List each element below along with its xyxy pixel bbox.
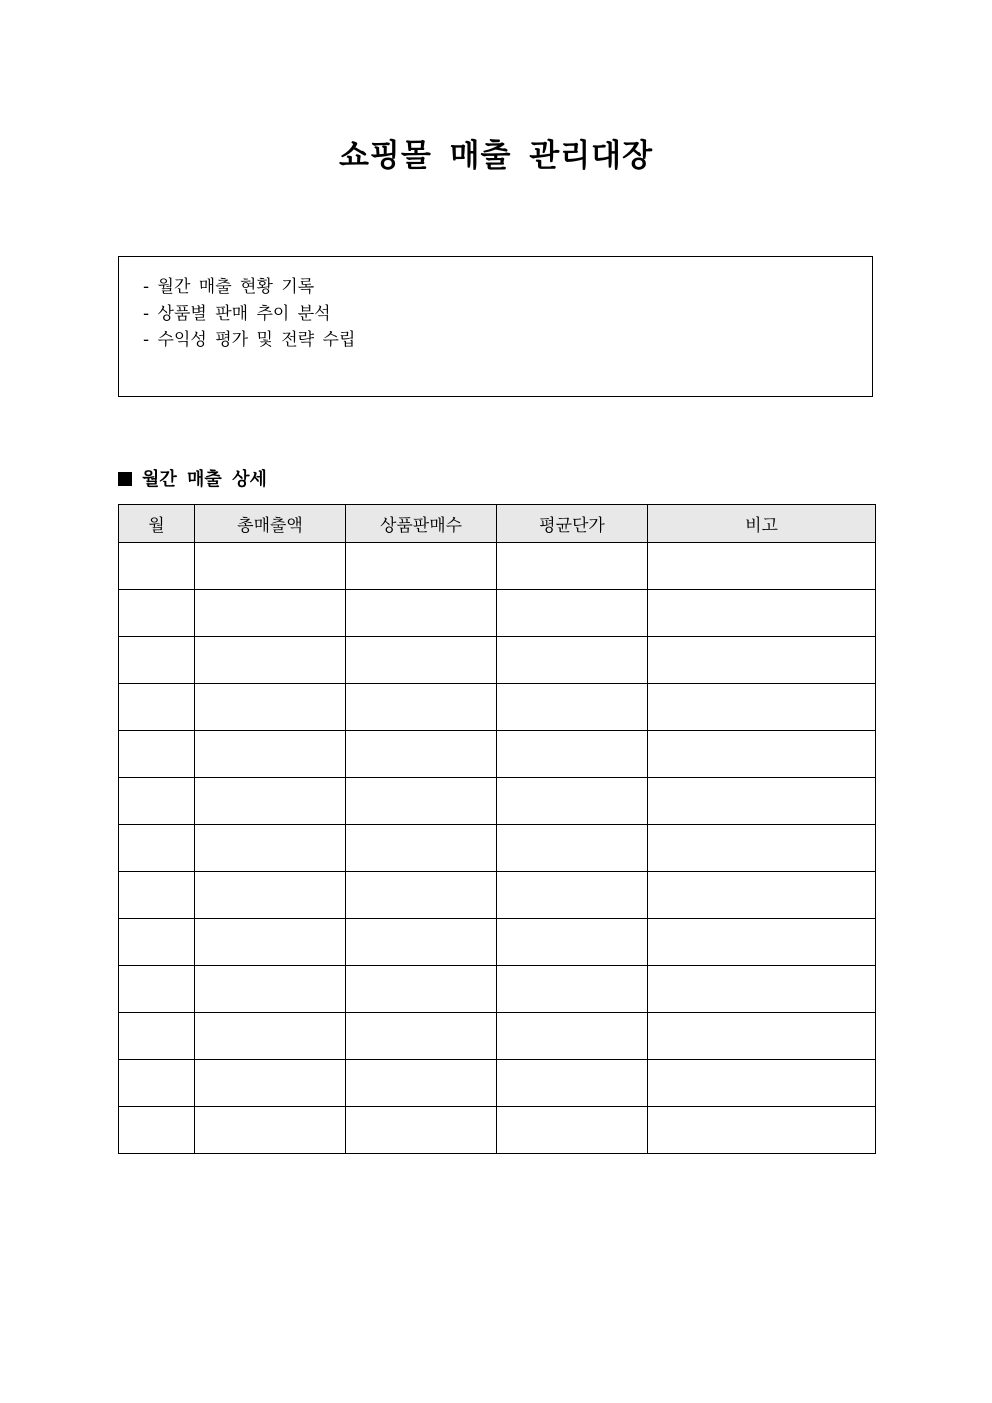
cell-remarks[interactable]	[648, 825, 876, 872]
cell-units-sold[interactable]	[346, 1013, 497, 1060]
cell-total-sales[interactable]	[195, 590, 346, 637]
summary-line: - 수익성 평가 및 전략 수립	[143, 330, 356, 350]
square-bullet-icon	[118, 472, 132, 486]
column-header-remarks: 비고	[648, 505, 876, 543]
table-row	[119, 637, 876, 684]
cell-month[interactable]	[119, 825, 195, 872]
cell-average-price[interactable]	[497, 919, 648, 966]
table-row	[119, 1060, 876, 1107]
cell-remarks[interactable]	[648, 731, 876, 778]
cell-total-sales[interactable]	[195, 1107, 346, 1154]
cell-average-price[interactable]	[497, 778, 648, 825]
cell-remarks[interactable]	[648, 637, 876, 684]
cell-remarks[interactable]	[648, 778, 876, 825]
cell-remarks[interactable]	[648, 590, 876, 637]
table-row	[119, 1107, 876, 1154]
cell-average-price[interactable]	[497, 684, 648, 731]
column-header-average-price: 평균단가	[497, 505, 648, 543]
cell-month[interactable]	[119, 1013, 195, 1060]
table-row	[119, 684, 876, 731]
cell-month[interactable]	[119, 637, 195, 684]
cell-total-sales[interactable]	[195, 731, 346, 778]
cell-total-sales[interactable]	[195, 825, 346, 872]
cell-units-sold[interactable]	[346, 637, 497, 684]
cell-remarks[interactable]	[648, 543, 876, 590]
cell-average-price[interactable]	[497, 966, 648, 1013]
table-row	[119, 590, 876, 637]
table-row	[119, 1013, 876, 1060]
cell-total-sales[interactable]	[195, 966, 346, 1013]
cell-units-sold[interactable]	[346, 731, 497, 778]
cell-month[interactable]	[119, 966, 195, 1013]
cell-average-price[interactable]	[497, 872, 648, 919]
cell-average-price[interactable]	[497, 543, 648, 590]
page-title: 쇼핑몰 매출 관리대장	[338, 138, 654, 174]
cell-remarks[interactable]	[648, 1060, 876, 1107]
table-row	[119, 872, 876, 919]
cell-units-sold[interactable]	[346, 1060, 497, 1107]
summary-box	[118, 256, 873, 397]
cell-month[interactable]	[119, 684, 195, 731]
cell-month[interactable]	[119, 590, 195, 637]
cell-remarks[interactable]	[648, 1107, 876, 1154]
section-heading	[118, 466, 267, 494]
monthly-sales-table	[118, 504, 876, 1154]
table-row	[119, 731, 876, 778]
cell-month[interactable]	[119, 919, 195, 966]
cell-remarks[interactable]	[648, 684, 876, 731]
table-row	[119, 919, 876, 966]
cell-average-price[interactable]	[497, 825, 648, 872]
cell-average-price[interactable]	[497, 731, 648, 778]
cell-remarks[interactable]	[648, 966, 876, 1013]
cell-month[interactable]	[119, 543, 195, 590]
cell-units-sold[interactable]	[346, 825, 497, 872]
cell-units-sold[interactable]	[346, 966, 497, 1013]
cell-units-sold[interactable]	[346, 543, 497, 590]
table-row	[119, 825, 876, 872]
table-header-row	[119, 505, 876, 543]
cell-units-sold[interactable]	[346, 919, 497, 966]
column-header-month: 월	[119, 505, 195, 543]
cell-remarks[interactable]	[648, 919, 876, 966]
cell-units-sold[interactable]	[346, 590, 497, 637]
table-row	[119, 966, 876, 1013]
cell-month[interactable]	[119, 1107, 195, 1154]
cell-total-sales[interactable]	[195, 778, 346, 825]
table-row	[119, 778, 876, 825]
section-heading-label: 월간 매출 상세	[142, 469, 267, 490]
table-row	[119, 543, 876, 590]
cell-average-price[interactable]	[497, 1060, 648, 1107]
table-body	[119, 543, 876, 1154]
summary-line: - 월간 매출 현황 기록	[143, 277, 315, 297]
cell-month[interactable]	[119, 872, 195, 919]
cell-units-sold[interactable]	[346, 1107, 497, 1154]
cell-units-sold[interactable]	[346, 684, 497, 731]
cell-total-sales[interactable]	[195, 872, 346, 919]
cell-average-price[interactable]	[497, 590, 648, 637]
cell-units-sold[interactable]	[346, 872, 497, 919]
cell-total-sales[interactable]	[195, 1013, 346, 1060]
cell-month[interactable]	[119, 778, 195, 825]
cell-average-price[interactable]	[497, 637, 648, 684]
cell-average-price[interactable]	[497, 1107, 648, 1154]
cell-total-sales[interactable]	[195, 1060, 346, 1107]
cell-total-sales[interactable]	[195, 684, 346, 731]
cell-month[interactable]	[119, 1060, 195, 1107]
column-header-total-sales: 총매출액	[195, 505, 346, 543]
cell-units-sold[interactable]	[346, 778, 497, 825]
cell-average-price[interactable]	[497, 1013, 648, 1060]
cell-total-sales[interactable]	[195, 543, 346, 590]
column-header-units-sold: 상품판매수	[346, 505, 497, 543]
summary-line: - 상품별 판매 추이 분석	[143, 303, 331, 324]
cell-remarks[interactable]	[648, 872, 876, 919]
cell-month[interactable]	[119, 731, 195, 778]
cell-total-sales[interactable]	[195, 919, 346, 966]
cell-remarks[interactable]	[648, 1013, 876, 1060]
cell-total-sales[interactable]	[195, 637, 346, 684]
